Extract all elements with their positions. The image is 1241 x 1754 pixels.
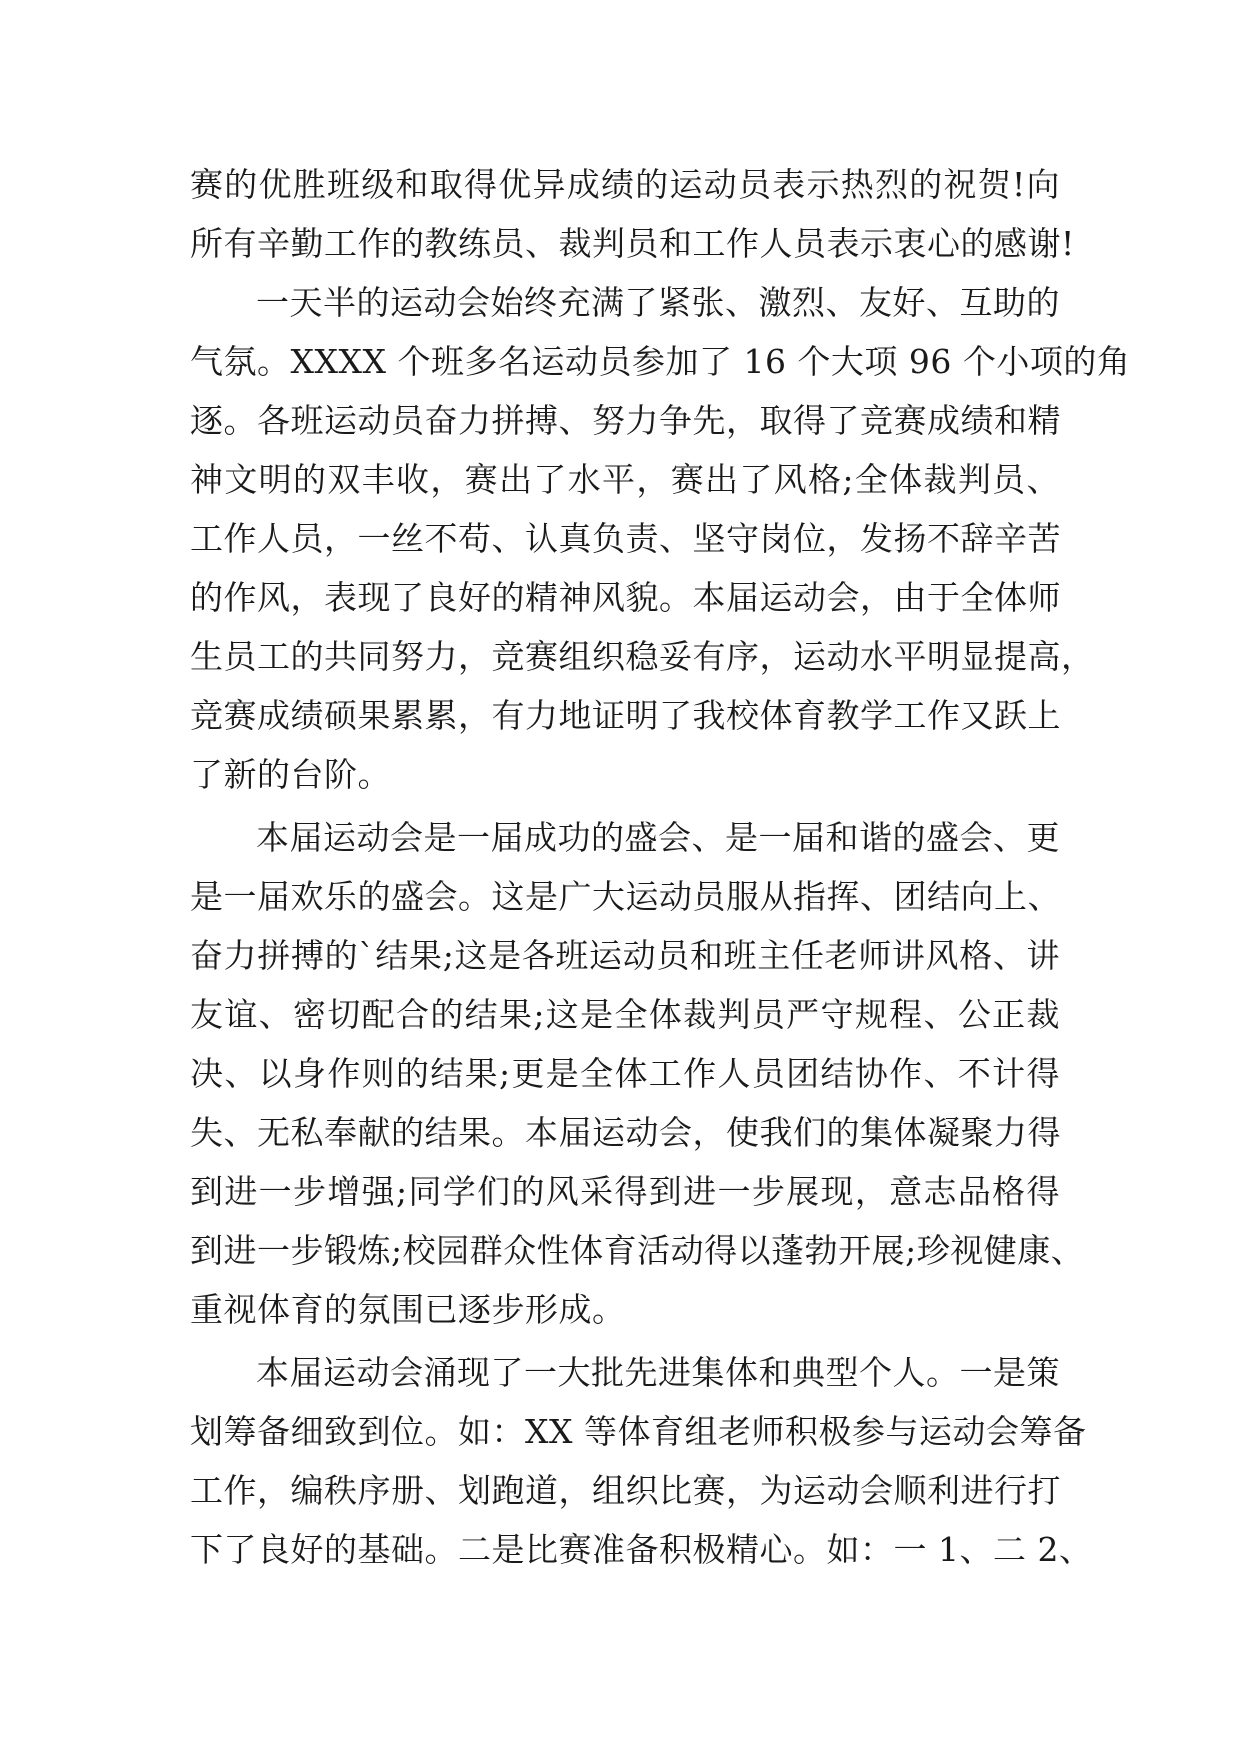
text-line: 失、无私奉献的结果。本届运动会，使我们的集体凝聚力得 xyxy=(190,1113,1061,1152)
text-line: 决、以身作则的结果;更是全体工作人员团结协作、不计得 xyxy=(190,1054,1060,1093)
text-line: 重视体育的氛围已逐步形成。 xyxy=(190,1290,626,1329)
text-line: 神文明的双丰收，赛出了水平，赛出了风格;全体裁判员、 xyxy=(190,460,1060,499)
text-line: 赛的优胜班级和取得优异成绩的运动员表示热烈的祝贺!向 xyxy=(190,165,1060,204)
text-line: 工作人员，一丝不苟、认真负责、坚守岗位，发扬不辞辛苦 xyxy=(190,519,1061,558)
text-line: 的作风，表现了良好的精神风貌。本届运动会，由于全体师 xyxy=(190,578,1061,617)
text-line: 到进一步增强;同学们的风采得到进一步展现，意志品格得 xyxy=(190,1172,1060,1211)
text-line: 到进一步锻炼;校园群众性体育活动得以蓬勃开展;珍视健康、 xyxy=(190,1231,1085,1270)
text-line: 划筹备细致到位。如：XX 等体育组老师积极参与运动会筹备 xyxy=(190,1412,1087,1451)
text-line: 下了良好的基础。二是比赛准备积极精心。如：一 1、二 2、 xyxy=(190,1530,1093,1569)
text-line: 是一届欢乐的盛会。这是广大运动员服从指挥、团结向上、 xyxy=(190,877,1061,916)
text-line: 本届运动会是一届成功的盛会、是一届和谐的盛会、更 xyxy=(256,818,1060,857)
paragraph xyxy=(190,155,1075,273)
text-line: 本届运动会涌现了一大批先进集体和典型个人。一是策 xyxy=(256,1353,1060,1392)
text-line: 奋力拼搏的`结果;这是各班运动员和班主任老师讲风格、讲 xyxy=(190,936,1060,975)
text-line: 气氛。XXXX 个班多名运动员参加了 16 个大项 96 个小项的角 xyxy=(190,342,1131,381)
document-body xyxy=(190,155,1131,1579)
paragraph xyxy=(190,808,1085,1339)
paragraph xyxy=(190,1343,1093,1579)
text-line: 了新的台阶。 xyxy=(190,755,391,794)
text-line: 竞赛成绩硕果累累，有力地证明了我校体育教学工作又跃上 xyxy=(190,696,1061,735)
text-line: 友谊、密切配合的结果;这是全体裁判员严守规程、公正裁 xyxy=(190,995,1060,1034)
paragraph xyxy=(190,273,1131,804)
text-line: 逐。各班运动员奋力拼搏、努力争先，取得了竞赛成绩和精 xyxy=(190,401,1061,440)
text-line: 生员工的共同努力，竞赛组织稳妥有序，运动水平明显提高， xyxy=(190,637,1095,676)
text-line: 所有辛勤工作的教练员、裁判员和工作人员表示衷心的感谢! xyxy=(190,224,1075,263)
text-line: 工作，编秩序册、划跑道，组织比赛，为运动会顺利进行打 xyxy=(190,1471,1061,1510)
text-line: 一天半的运动会始终充满了紧张、激烈、友好、互助的 xyxy=(256,283,1060,322)
